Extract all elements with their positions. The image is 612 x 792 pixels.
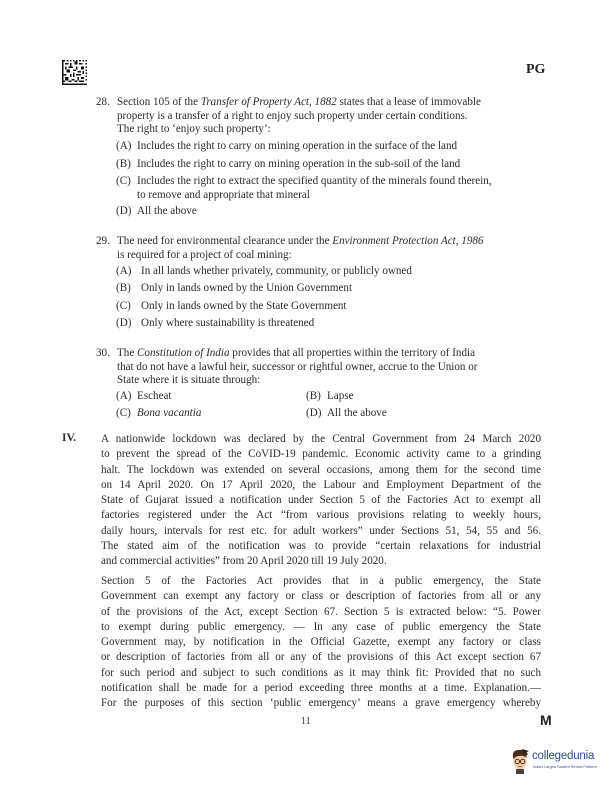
option-text: Escheat (137, 390, 172, 402)
stem-line (117, 235, 483, 249)
passage-line: Government may, by notification in the Official Gazette, exempt any factory or class (101, 636, 541, 649)
option-text: Lapse (327, 390, 354, 402)
stem-text: The need for environmental clearance under the (117, 235, 333, 247)
question-number: 28. (96, 96, 110, 108)
option-label: (A) (116, 265, 132, 277)
passage-line: and commercial activities” from 20 April 2020 till 19 July 2020. (101, 555, 387, 568)
option-label: (B) (116, 158, 131, 170)
option-label: (A) (116, 390, 132, 402)
passage-line: State of Gujarat issued a notification under Section 5 of the Factories Act to exempt all (101, 494, 541, 507)
passage-line: Section 5 of the Factories Act provides that in a public emergency, the State (101, 575, 541, 587)
datamatrix-barcode-icon (62, 60, 87, 85)
option-c (116, 300, 347, 314)
option-text: Only in lands owned by the State Government (141, 300, 347, 312)
option-d (306, 407, 387, 421)
option-text: All the above (137, 205, 197, 217)
stem-line (117, 347, 475, 361)
passage-line: factories registered under the Act “from various provisions relating to weekly hours, (101, 509, 541, 522)
option-a (116, 265, 412, 279)
passage-line: or description of factories from all or any of the provisions of this Act except section 67 (101, 651, 541, 664)
stem-line: that do not have a lawful heir, successor or rightful owner, accrue to the Union or (117, 360, 478, 373)
brand-name: collegedunia (532, 750, 595, 762)
passage-paragraph-1 (101, 433, 541, 571)
stem-text: Section 105 of the (117, 96, 201, 108)
collegedunia-watermark (510, 748, 610, 784)
option-b (306, 390, 354, 404)
option-d (116, 205, 197, 219)
option-b (116, 158, 460, 172)
passage-line: of the provisions of the Act, except Section 67. Section 5 is extracted below: “5. Power (101, 605, 541, 618)
stem-text: provides that all properties within the territory of India (229, 347, 476, 359)
option-text: Only where sustainability is threatened (141, 317, 315, 329)
stem-line (117, 96, 481, 110)
paper-code: PG (526, 62, 546, 77)
stem-text: states that a lease of immovable (336, 96, 481, 108)
passage-line: for such period and subject to such conditions as it may think fit: Provided that no such (101, 666, 541, 679)
option-text: Bona vacantia (137, 407, 202, 419)
page-number: 11 (301, 716, 311, 727)
option-text-line: Includes the right to extract the specified quantity of the minerals found therein, (137, 175, 492, 187)
question-number: 29. (96, 235, 110, 247)
option-label: (C) (116, 407, 131, 419)
option-a (116, 140, 457, 154)
option-text: Includes the right to carry on mining operation in the sub-soil of the land (137, 158, 461, 170)
passage-line: For the purposes of this section ‘public emergency’ means a grave emergency whereby (101, 697, 541, 710)
booklet-code: M (540, 712, 552, 728)
brand-tagline: India's Largest Student Review Platform (533, 765, 597, 769)
option-label: (B) (116, 282, 131, 294)
option-text (137, 175, 492, 202)
passage-line: halt. The lockdown was extended on several occasions, among them for the second time (101, 463, 541, 476)
stem-line: property is a transfer of a right to enjoy such property under certain conditions. (117, 109, 468, 122)
passage-line: to exempt during public emergency. — In any case of public emergency the State (101, 620, 541, 633)
option-c (116, 175, 492, 202)
option-text: All the above (327, 407, 387, 419)
passage-line: A nationwide lockdown was declared by the Central Government from 24 March 2020 (101, 433, 541, 445)
passage-line: notification shall be made for a period exceeding three months at a time. Explanation.— (101, 682, 541, 695)
passage-line: daily hours, intervals for rest etc. for adult workers” under Sections 51, 54, 55 and 56. (101, 524, 541, 537)
option-b (116, 282, 352, 296)
option-label: (C) (116, 300, 131, 312)
act-title: Constitution of India (137, 347, 230, 359)
option-text-line: to remove and appropriate that mineral (137, 188, 310, 201)
stem-line: State where it is situate through: (117, 374, 261, 386)
student-mascot-icon (510, 748, 530, 774)
option-text: Only in lands owned by the Union Government (141, 282, 353, 294)
option-label: (A) (116, 140, 132, 152)
option-label: (C) (116, 175, 131, 187)
option-label: (B) (306, 390, 321, 402)
passage-line: Government can exempt any factory or class or description of factories from all or any (101, 590, 541, 603)
option-a (116, 390, 172, 404)
passage-paragraph-2 (101, 575, 541, 713)
stem-text: The (117, 347, 138, 359)
question-number: 30. (96, 347, 110, 359)
option-label: (D) (116, 317, 132, 329)
section-label: IV. (62, 432, 77, 444)
stem-line: is required for a project of coal mining: (117, 248, 292, 261)
act-title: Transfer of Property Act, 1882 (200, 96, 337, 108)
passage-line: on 14 April 2020. On 17 April 2020, the Labour and Employment Department of the (101, 478, 541, 491)
option-label: (D) (116, 205, 132, 217)
option-text: Includes the right to carry on mining operation in the surface of the land (137, 140, 458, 152)
option-label: (D) (306, 407, 322, 419)
option-text: In all lands whether privately, community, or publicly owned (141, 265, 412, 277)
stem-line: The right to ‘enjoy such property’: (117, 123, 271, 135)
passage-line: to prevent the spread of the CoVID-19 pandemic. Economic activity came to a grinding (101, 448, 541, 461)
option-c (116, 407, 201, 421)
act-title: Environment Protection Act, 1986 (332, 235, 484, 247)
option-d (116, 317, 314, 331)
passage-line: The stated aim of the notification was to provide “certain relaxations for industrial (101, 540, 541, 553)
